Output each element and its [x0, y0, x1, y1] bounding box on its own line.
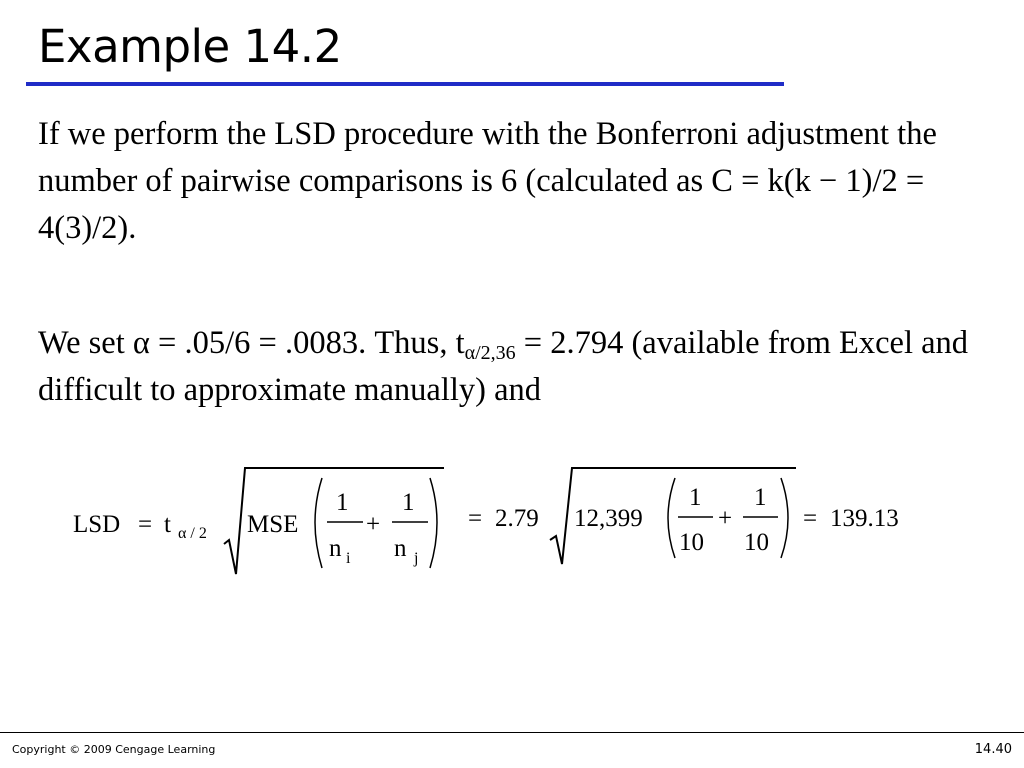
- formula-plus-1: +: [366, 511, 381, 538]
- formula-ten-b: 10: [744, 529, 769, 556]
- copyright-notice: Copyright © 2009 Cengage Learning: [12, 743, 216, 756]
- formula-sub-j: j: [414, 550, 419, 567]
- formula-n-i: n: [329, 535, 342, 562]
- formula-equals-3: =: [803, 505, 818, 532]
- formula-result: 139.13: [830, 505, 899, 532]
- paren-right-1: [430, 478, 437, 568]
- formula-n-j: n: [394, 535, 407, 562]
- slide-number: 14.40: [974, 742, 1012, 757]
- paragraph-bonferroni: If we perform the LSD procedure with the Bonferroni adjustment the number of pairwise comparisons is 6 (calculated as C = k(k − 1)/2 = 4(3)/2).: [38, 116, 937, 246]
- slide-title: Example 14.2: [38, 20, 342, 73]
- formula-mse: MSE: [247, 511, 299, 538]
- paragraph-alpha-text-start: We set α = .05/6 = .0083. Thus, t: [38, 325, 465, 361]
- formula-lsd-label: LSD: [73, 511, 121, 538]
- title-underline: [26, 82, 784, 86]
- formula-one-c: 1: [689, 484, 702, 511]
- formula-t-subscript: α / 2: [178, 525, 207, 542]
- formula-one-a: 1: [336, 489, 349, 516]
- formula-one-b: 1: [402, 489, 415, 516]
- formula-equals-1: =: [138, 511, 153, 538]
- formula-ten-a: 10: [679, 529, 704, 556]
- paren-left-2: [668, 478, 675, 558]
- paren-left-1: [315, 478, 322, 568]
- paren-right-2: [781, 478, 788, 558]
- paragraph-alpha: [38, 320, 998, 414]
- t-subscript: α/2,36: [464, 342, 516, 364]
- lsd-formula-svg: [0, 460, 1024, 580]
- formula-sub-i: i: [346, 550, 351, 567]
- formula-t: t: [164, 511, 171, 538]
- formula-equals-2: =: [468, 505, 483, 532]
- formula-plus-2: +: [718, 505, 733, 532]
- formula-one-d: 1: [754, 484, 767, 511]
- formula-mse-value: 12,399: [574, 505, 643, 532]
- paragraph-alpha-text-end: = 2.794 (available from Excel and difficult to approximate manually) and: [38, 325, 969, 408]
- footer-divider: [0, 732, 1024, 733]
- lsd-formula: [0, 460, 1024, 580]
- formula-t-value: 2.79: [495, 505, 539, 532]
